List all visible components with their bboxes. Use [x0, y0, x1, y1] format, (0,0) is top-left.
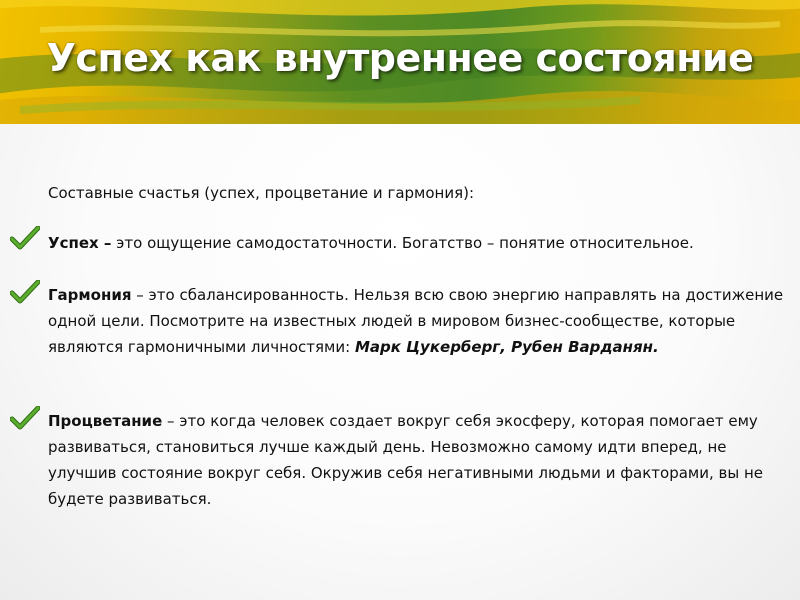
checkmark-icon	[10, 280, 40, 304]
checkmark-icon	[10, 406, 40, 430]
term-prosperity: Процветание	[48, 412, 163, 430]
slide-title: Успех как внутреннее состояние	[46, 36, 754, 80]
definition-success: это ощущение самодостаточности. Богатство – понятие относительное.	[111, 234, 694, 252]
intro-text: Составные счастья (успех, процветание и гармония):	[48, 184, 475, 202]
term-success: Успех –	[48, 234, 112, 252]
header-banner	[0, 0, 800, 124]
definition-harmony: – это сбалансированность. Нельзя всю свою энергию направлять на достижение одной цели. Посмотрите на известных людей в мировом бизнес-сообществе, которые являются гармоничными личностями:	[48, 286, 784, 356]
definition-prosperity: – это когда человек создает вокруг себя экосферу, которая помогает ему развиваться, становиться лучше каждый день. Невозможно самому идти вперед, не улучшив состояние вокруг себя. Окружив себя негативными людьми и факторами, вы не будете развиваться.	[48, 412, 763, 508]
list-item-success	[48, 230, 788, 256]
list-item-harmony	[48, 282, 788, 360]
term-harmony: Гармония	[48, 286, 132, 304]
checkmark-icon	[10, 226, 40, 250]
example-names: Марк Цукерберг, Рубен Варданян.	[354, 338, 659, 356]
list-item-prosperity	[48, 408, 788, 512]
